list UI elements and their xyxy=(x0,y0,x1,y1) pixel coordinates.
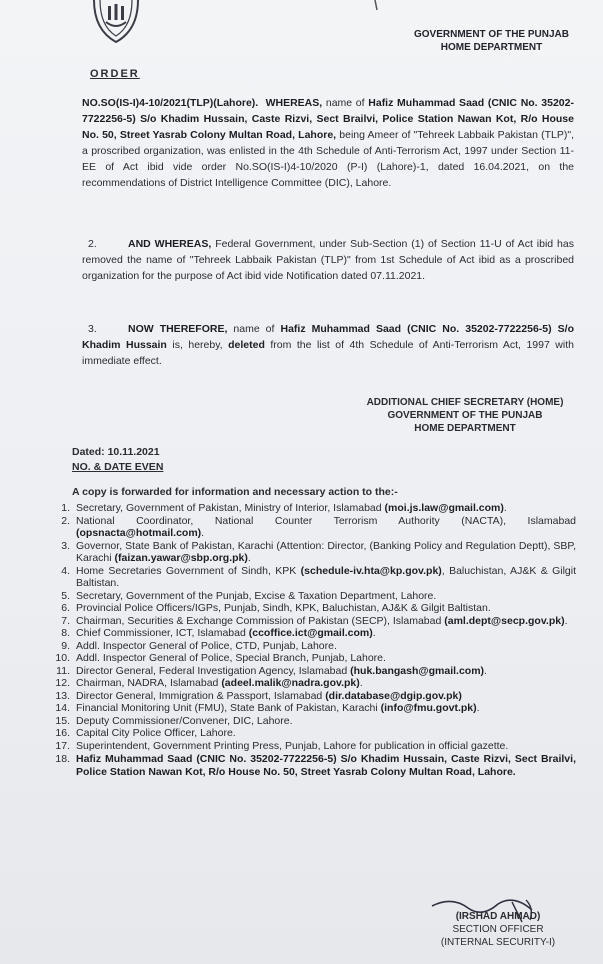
copy-item-number: 18. xyxy=(55,753,70,765)
para3-person: Hafiz Muhammad Saad (CNIC No. 35202-7722256-5) S/o Khadim Hussain xyxy=(82,323,574,351)
copy-item-email: (ccoffice.ict@gmail.com) xyxy=(248,627,373,639)
signature-line1: ADDITIONAL CHIEF SECRETARY (HOME) xyxy=(366,397,564,408)
copy-item-text xyxy=(76,640,576,653)
copy-item-suffix: . xyxy=(503,502,507,514)
copy-list-item xyxy=(36,502,576,515)
copy-item-number: 6. xyxy=(61,602,70,614)
copy-item-suffix: , Baluchistan, AJ&K & Gilgit Baltistan. xyxy=(76,564,576,589)
punjab-crest-logo xyxy=(86,0,146,44)
copy-item-recipient: Director General, Federal Investigation Agency, Islamabad xyxy=(76,664,348,677)
letterhead-line1: GOVERNMENT OF THE PUNJAB xyxy=(413,29,569,40)
copy-list-item xyxy=(36,615,576,628)
signature-line3: HOME DEPARTMENT xyxy=(414,423,516,434)
copy-item-recipient: Financial Monitoring Unit (FMU), State Bank of Pakistan, Karachi xyxy=(76,702,378,714)
copy-item-number: 15. xyxy=(55,714,70,727)
copy-list-item xyxy=(36,715,576,728)
copy-item-email: (aml.dept@secp.gov.pk) xyxy=(444,614,565,627)
copy-item-recipient: Chief Commissioner, ICT, Islamabad xyxy=(76,627,246,639)
copy-item-text xyxy=(76,590,576,603)
dated-block xyxy=(72,445,163,475)
para2-lead: AND WHEREAS, xyxy=(128,238,212,250)
copy-list-item xyxy=(36,515,576,540)
copy-list-item xyxy=(36,702,576,715)
copy-item-email: (schedule-iv.hta@kp.gov.pk) xyxy=(300,564,442,577)
copy-item-number: 7. xyxy=(61,614,70,627)
copy-item-suffix: . xyxy=(484,664,487,677)
copy-list-item xyxy=(36,540,576,565)
copy-item-text xyxy=(76,540,576,565)
copy-item-recipient: Addl. Inspector General of Police, CTD, Punjab, Lahore. xyxy=(76,639,337,652)
copy-item-number: 10. xyxy=(55,652,70,664)
order-title: ORDER xyxy=(90,68,140,80)
copy-item-recipient: Addl. Inspector General of Police, Special Branch, Punjab, Lahore. xyxy=(76,652,386,664)
copy-item-number: 8. xyxy=(61,627,70,639)
copy-item-recipient: Secretary, Government of Pakistan, Ministry of Interior, Islamabad xyxy=(76,502,382,514)
copy-item-recipient: Capital City Police Officer, Lahore. xyxy=(76,727,236,739)
copy-item-suffix: . xyxy=(476,702,480,714)
copy-list-item xyxy=(36,740,576,753)
signature-block-acs xyxy=(340,396,590,435)
copy-item-number: 4. xyxy=(61,564,70,577)
copy-item-number: 11. xyxy=(56,664,70,677)
copy-item-text xyxy=(76,602,576,615)
copy-item-number: 5. xyxy=(61,589,70,602)
copy-item-number: 2. xyxy=(61,514,70,527)
copy-item-text xyxy=(76,615,576,628)
copy-list-item xyxy=(36,727,576,740)
letterhead xyxy=(414,28,569,54)
copy-item-suffix: . xyxy=(247,552,251,564)
order-reference: NO.SO(IS-I)4-10/2021(TLP)(Lahore). xyxy=(82,97,259,109)
paragraph-2 xyxy=(82,236,574,284)
copy-item-text xyxy=(76,565,576,590)
copy-item-email: (opsnacta@hotmail.com) xyxy=(76,527,202,539)
copy-item-number: 12. xyxy=(55,677,70,689)
para1-text-b: being Ameer of "Tehreek Labbaik Pakistan (TLP)", a proscribed organization, was enlisted in the 4th Schedule of Anti-Terrorism Act, 1997 under Section 11-EE of Act ibid vide order No.SO(IS-I)4-10/2020 (P-I) (Lahore)-1, dated 16.04.2021, on the recommendations of District Intelligence Committee (DIC), Lahore. xyxy=(82,129,575,189)
para3-number: 3. xyxy=(88,323,97,335)
copy-item-recipient: Director General, Immigration & Passport, Islamabad xyxy=(76,689,323,702)
copy-item-number: 1. xyxy=(61,502,70,514)
para1-person: Hafiz Muhammad Saad (CNIC No. 35202-7722256-5) S/o Khadim Hussain, Caste Rizvi, Sect Brailvi, Police Station Nawan Kot, R/o House No. 50, Street Yasrab Colony Multan Road, Lahore, xyxy=(82,97,574,141)
copy-item-recipient: Chairman, NADRA, Islamabad xyxy=(76,677,219,689)
copy-list-item xyxy=(36,640,576,653)
para3-text-c: from the list of 4th Schedule of Anti-Terrorism Act, 1997 with immediate effect. xyxy=(82,339,574,367)
copy-item-text xyxy=(76,715,576,728)
copy-list-item xyxy=(36,677,576,690)
para2-number: 2. xyxy=(88,238,97,250)
copy-list xyxy=(36,502,576,778)
copy-item-number: 16. xyxy=(55,727,70,739)
copy-item-number: 17. xyxy=(55,739,70,752)
copy-item-text xyxy=(76,702,576,715)
pen-mark xyxy=(373,0,393,12)
para3-lead: NOW THEREFORE, xyxy=(128,323,228,335)
copy-item-text xyxy=(76,753,576,778)
officer-name: (IRSHAD AHMAD) xyxy=(455,911,541,922)
copy-item-number: 13. xyxy=(55,689,70,702)
para3-deleted: deleted xyxy=(228,339,265,351)
copy-item-text xyxy=(76,740,576,753)
officer-unit: (INTERNAL SECURITY-I) xyxy=(440,937,556,948)
copy-item-text xyxy=(76,652,576,665)
copy-list-item xyxy=(36,665,576,678)
no-date-even: NO. & DATE EVEN xyxy=(72,461,164,473)
copy-list-item xyxy=(36,602,576,615)
dated-line: Dated: 10.11.2021 xyxy=(72,446,160,458)
copy-item-number: 14. xyxy=(55,702,70,714)
copy-item-text xyxy=(76,665,576,678)
para1-text-a: name of xyxy=(325,97,365,109)
copy-list-item xyxy=(36,652,576,665)
copy-item-person: Hafiz Muhammad Saad (CNIC No. 35202-7722256-5) S/o Khadim Hussain, Caste Rizvi, Sect Brailvi, Police Station Nawan Kot, R/o House No. 50, Street Yasrab Colony Multan Road, Lahore. xyxy=(76,753,576,778)
copy-item-recipient: Secretary, Government of the Punjab, Excise & Taxation Department, Lahore. xyxy=(76,589,437,602)
copy-item-recipient: Superintendent, Government Printing Press, Punjab, Lahore for publication in official gazette. xyxy=(76,739,509,752)
copy-item-text xyxy=(76,627,576,640)
copy-item-recipient: Home Secretaries Government of Sindh, KPK xyxy=(76,564,297,577)
copy-item-recipient: Provincial Police Officers/IGPs, Punjab, Sindh, KPK, Baluchistan, AJ&K & Gilgit Baltistan. xyxy=(76,602,491,614)
whereas-label: WHEREAS, xyxy=(265,97,323,109)
forward-line: A copy is forwarded for information and necessary action to the:- xyxy=(72,486,398,498)
para2-text: Federal Government, under Sub-Section (1) of Section 11-U of Act ibid has removed the name of "Tehreek Labbaik Pakistan (TLP)" from 1st Schedule of Act ibid as a proscribed organization for the purpose of Act ibid vide Notification dated 07.11.2021. xyxy=(82,238,574,282)
copy-item-email: (adeel.malik@nadra.gov.pk) xyxy=(221,677,360,689)
copy-item-recipient: National Coordinator, National Counter Terrorism Authority (NACTA), Islamabad xyxy=(76,514,576,527)
letterhead-line2: HOME DEPARTMENT xyxy=(440,42,543,53)
copy-item-email: (moi.js.law@gmail.com) xyxy=(384,502,504,514)
copy-item-suffix: . xyxy=(564,614,568,627)
copy-list-item xyxy=(36,690,576,703)
copy-item-suffix: . xyxy=(201,527,205,539)
copy-list-item xyxy=(36,590,576,603)
copy-item-recipient: Deputy Commissioner/Convener, DIC, Lahore. xyxy=(76,714,293,727)
officer-signature-block xyxy=(418,910,578,949)
copy-item-text xyxy=(76,677,576,690)
paragraph-1 xyxy=(82,95,574,191)
copy-item-recipient: Governor, State Bank of Pakistan, Karachi (Attention: Director, (Banking Policy and Regulation Deptt), SBP, Karachi xyxy=(76,539,576,564)
signature-line2: GOVERNMENT OF THE PUNJAB xyxy=(387,410,543,421)
copy-item-suffix: . xyxy=(372,627,376,639)
copy-item-email: (huk.bangash@gmail.com) xyxy=(350,664,485,677)
copy-list-item xyxy=(36,753,576,778)
paragraph-3 xyxy=(82,321,574,369)
copy-item-email: (dir.database@dgip.gov.pk) xyxy=(325,689,462,702)
para3-text-b: is, hereby, xyxy=(172,339,223,351)
copy-item-email: (info@fmu.govt.pk) xyxy=(380,702,477,714)
para3-text-a: name of xyxy=(233,323,275,335)
copy-item-number: 3. xyxy=(61,539,70,552)
copy-item-text xyxy=(76,690,576,703)
copy-item-number: 9. xyxy=(61,639,70,652)
copy-item-suffix: . xyxy=(359,677,363,689)
copy-item-text xyxy=(76,502,576,515)
copy-item-text xyxy=(76,727,576,740)
copy-item-recipient: Chairman, Securities & Exchange Commission of Pakistan (SECP), Islamabad xyxy=(76,614,442,627)
copy-list-item xyxy=(36,565,576,590)
copy-item-text xyxy=(76,515,576,540)
copy-item-email: (faizan.yawar@sbp.org.pk) xyxy=(114,552,248,564)
copy-list-item xyxy=(36,627,576,640)
officer-title: SECTION OFFICER xyxy=(452,924,544,935)
